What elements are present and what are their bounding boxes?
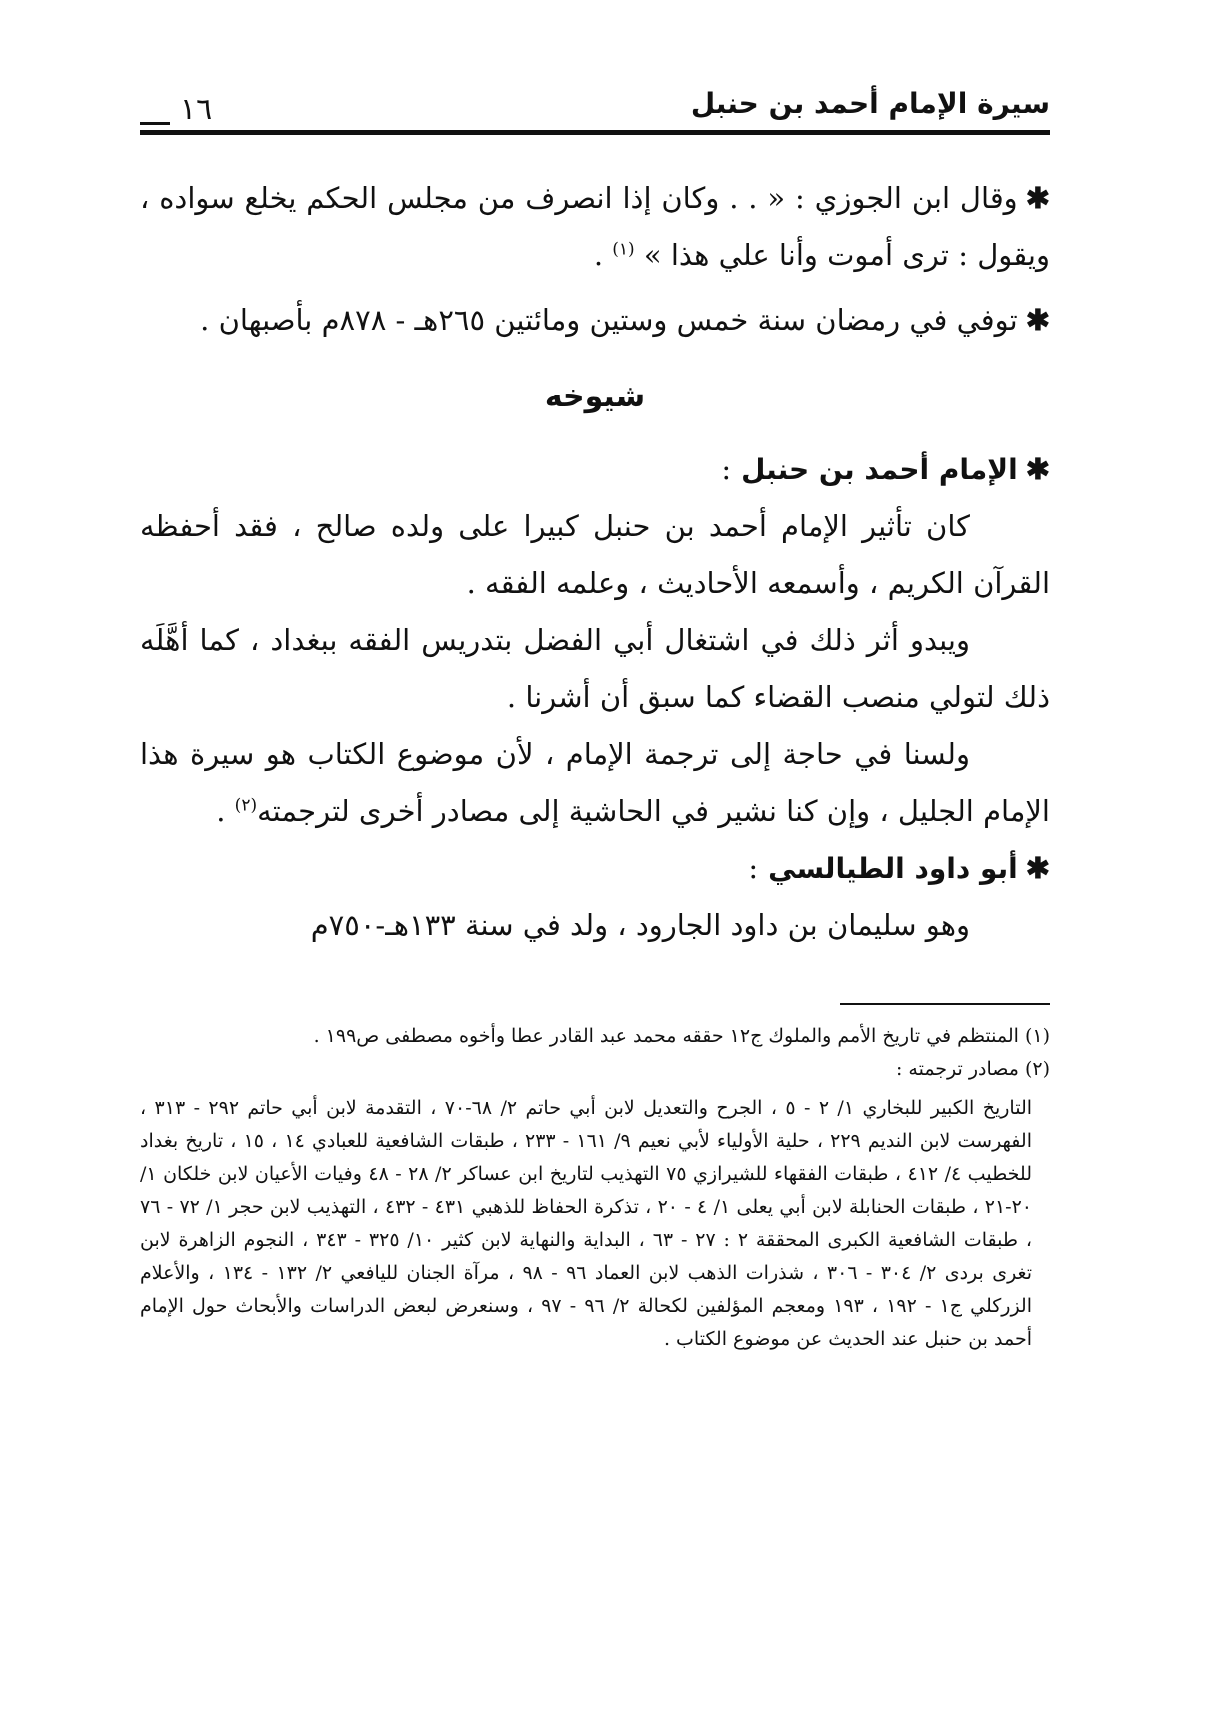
footnote-1-text: المنتظم في تاريخ الأمم والملوك ج١٢ حققه محمد عبد القادر عطا وأخوه مصطفى ص١٩٩ . bbox=[313, 1025, 1019, 1047]
death-paragraph-text: توفي في رمضان سنة خمس وستين ومائتين ٢٦٥هـ - ٨٧٨م بأصبهان . bbox=[200, 303, 1018, 337]
body-text bbox=[140, 170, 1050, 954]
footnote-2-label: (٢) bbox=[1024, 1058, 1050, 1080]
paragraph-biography-note-end: . bbox=[216, 794, 235, 828]
footnote-2 bbox=[140, 1053, 1050, 1086]
asterisk-bullet-icon: ✱ bbox=[1025, 851, 1050, 885]
paragraph-tayalisi: وهو سليمان بن داود الجارود ، ولد في سنة ١٣٣هـ-٧٥٠م bbox=[310, 908, 970, 942]
footnote-ref-2: (٢) bbox=[234, 795, 258, 816]
asterisk-bullet-icon: ✱ bbox=[1025, 452, 1050, 486]
footnote-1 bbox=[140, 1020, 1050, 1053]
header-rule-stub bbox=[140, 122, 170, 125]
footnotes bbox=[140, 1020, 1050, 1356]
paragraph-teaching: ويبدو أثر ذلك في اشتغال أبي الفضل بتدريس الفقه ببغداد ، كما أهَّلَه ذلك لتولي منصب القضاء كما سبق أن أشرنا . bbox=[140, 623, 1050, 714]
footnote-1-label: (١) bbox=[1024, 1025, 1050, 1047]
running-header bbox=[140, 86, 1050, 140]
teacher-name-ahmad: الإمام أحمد بن حنبل bbox=[741, 453, 1018, 486]
teacher-heading-ahmad bbox=[140, 441, 1050, 498]
footnote-ref-1: (١) bbox=[612, 239, 635, 260]
header-title: سيرة الإمام أحمد بن حنبل bbox=[690, 87, 1050, 120]
teacher-name-tayalisi: أبو داود الطيالسي bbox=[768, 852, 1018, 885]
asterisk-bullet-icon: ✱ bbox=[1025, 303, 1050, 337]
death-paragraph bbox=[140, 292, 1050, 349]
asterisk-bullet-icon: ✱ bbox=[1025, 181, 1050, 215]
paragraph-biography-note bbox=[140, 726, 1050, 840]
section-heading: شيوخه bbox=[544, 379, 646, 414]
colon: : bbox=[721, 452, 732, 486]
paragraph-biography-note-text: ولسنا في حاجة إلى ترجمة الإمام ، لأن موضوع الكتاب هو سيرة هذا الإمام الجليل ، وإن كنا نشير في الحاشية إلى مصادر أخرى لترجمته bbox=[140, 737, 1050, 828]
paragraph-influence: كان تأثير الإمام أحمد بن حنبل كبيرا على ولده صالح ، فقد أحفظه القرآن الكريم ، وأسمعه الأحاديث ، وعلمه الفقه . bbox=[140, 509, 1050, 600]
ibn-jawzi-quote-text: وقال ابن الجوزي : « . . وكان إذا انصرف من مجلس الحكم يخلع سواده ، ويقول : ترى أموت وأنا علي هذا » bbox=[140, 181, 1050, 272]
ibn-jawzi-quote bbox=[140, 170, 1050, 284]
footnote-2-sources: التاريخ الكبير للبخاري ١/ ٢ - ٥ ، الجرح والتعديل لابن أبي حاتم ٢/ ٦٨-٧٠ ، التقدمة لابن أبي حاتم ٢٩٢ - ٣١٣ ، الفهرست لابن النديم ٢٢٩ ، حلية الأولياء لأبي نعيم ٩/ ١٦١ - ٢٣٣ ، طبقات الشافعية للعبادي ١٤ ، ١٥ ، تاريخ بغداد للخطيب ٤/ ٤١٢ ، طبقات الفقهاء للشيرازي ٧٥ التهذيب لتاريخ ابن عساكر ٢/ ٢٨ - ٤٨ وفيات الأعيان لابن خلكان ١/ ٢٠-٢١ ، طبقات الحنابلة لابن أبي يعلى ١/ ٤ - ٢٠ ، تذكرة الحفاظ للذهبي ٤٣١ - ٤٣٢ ، التهذيب لابن حجر ١/ ٧٢ - ٧٦ ، طبقات الشافعية الكبرى المحققة ٢ : ٢٧ - ٦٣ ، البداية والنهاية لابن كثير ١٠/ ٣٢٥ - ٣٤٣ ، النجوم الزاهرة لابن تغرى بردى ٢/ ٣٠٤ - ٣٠٦ ، شذرات الذهب لابن العماد ٩٦ - ٩٨ ، مرآة الجنان لليافعي ٢/ ١٣٢ - ١٣٤ ، والأعلام الزركلي ج١ - ١٩٢ ، ١٩٣ ومعجم المؤلفين لكحالة ٢/ ٩٦ - ٩٧ ، وسنعرض لبعض الدراسات والأبحاث حول الإمام أحمد بن حنبل عند الحديث عن موضوع الكتاب . bbox=[140, 1097, 1033, 1350]
teacher-heading-tayalisi bbox=[140, 840, 1050, 897]
ibn-jawzi-quote-end: . bbox=[593, 238, 613, 272]
colon: : bbox=[748, 851, 759, 885]
book-page bbox=[140, 0, 1050, 1719]
footnote-2-text: مصادر ترجمته : bbox=[895, 1058, 1019, 1080]
page-number: ١٦ bbox=[180, 92, 213, 127]
header-rule bbox=[140, 130, 1050, 135]
footnote-divider bbox=[840, 1003, 1050, 1005]
